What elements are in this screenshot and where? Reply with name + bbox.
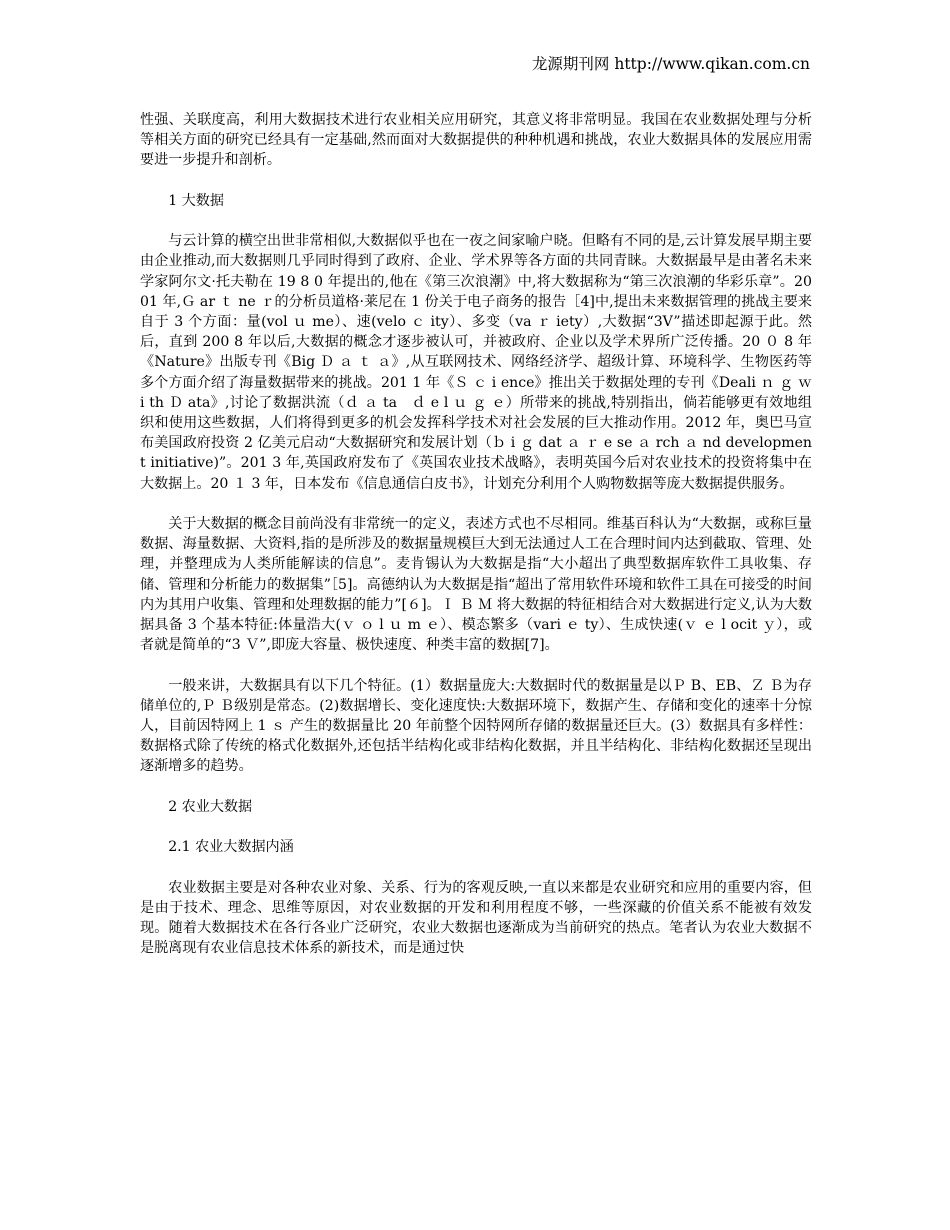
paragraph-big-data-history: 与云计算的横空出世非常相似,大数据似乎也在一夜之间家喻户晓。但略有不同的是,云计算发展早期主要由企业推动,而大数据则几乎同时得到了政府、企业、学术界等各方面的共同青睐。大数据最早是由著名未来学家阿尔文·托夫勒在 19 8 0 年提出的,他在《第三次浪潮》中,将大数据称为“第三次浪潮的华彩乐章”。2001 年,Ｇ ar ｔ ne ｒ的分析员道格·莱尼在 1 份关于电子商务的报告［4]中,提出未来数据管理的挑战主要来自于 3 个方面：量(vol ｕ me）、速(velo ｃ ity）、多变（va ｒ iety）,大数据“3V”描述即起源于此。然后，直到 200 8 年以后,大数据的概念才逐步被认可，并被政府、企业以及学术界所广泛传播。20 ０ 8 年《Nature》出版专刊《Big Ｄ ａ ｔ ａ》,从互联网技术、网络经济学、超级计算、环境科学、生物医药等多个方面介绍了海量数据带来的挑战。201 1 年《Ｓ ｃ i ence》推出关于数据处理的专刊《Deali ｎ ｇ ｗ i th Ｄ ata》,讨论了数据洪流（ｄ ａ ta ｄ e l ｕ ｇ ｅ）所带来的挑战,特别指出，倘若能够更有效地组织和使用这些数据，人们将得到更多的机会发挥科学技术对社会发展的巨大推动作用。2012 年，奥巴马宣布美国政府投资 2 亿美元启动“大数据研究和发展计划（ｂ i ｇ dat ａ ｒ e se ａ rch ａ nd development initiative)”。201 3 年,英国政府发布了《英国农业技术战略》，表明英国今后对农业技术的投资将集中在大数据上。20 １ 3 年，日本发布《信息通信白皮书》，计划充分利用个人购物数据等庞大数据提供服务。 — [140, 233, 812, 492]
article-body — [140, 110, 812, 979]
paragraph-agri-data: 农业数据主要是对各种农业对象、关系、行为的客观反映,一直以来都是农业研究和应用的重要内容，但是由于技术、理念、思维等原因，对农业数据的开发和利用程度不够，一些深藏的价值关系不能被有效发现。随着大数据技术在各行各业广泛研究，农业大数据也逐渐成为当前研究的热点。笔者认为农业大数据不是脱离现有农业信息技术体系的新技术，而是通过快 — [140, 879, 812, 957]
paragraph-big-data-features: 一般来讲，大数据具有以下几个特征。(1）数据量庞大:大数据时代的数据量是以Ｐ B、EB、Ｚ Ｂ为存储单位的,Ｐ Ｂ级别是常态。(2)数据增长、变化速度快:大数据环境下，数据产生、存储和变化的速率十分惊人，目前因特网上 1 ｓ 产生的数据量比 20 年前整个因特网所存储的数据量还巨大。(3）数据具有多样性：数据格式除了传统的格式化数据外,还包括半结构化或非结构化数据，并且半结构化、非结构化数据还呈现出逐渐增多的趋势。 — [140, 677, 812, 775]
section-heading-big-data: 1 大数据 — [168, 192, 224, 209]
subsection-heading-agri-connotation: 2.1 农业大数据内涵 — [168, 839, 294, 856]
paragraph-intro-continuation: 性强、关联度高，利用大数据技术进行农业相关应用研究，其意义将非常明显。我国在农业数据处理与分析等相关方面的研究已经具有一定基础,然而面对大数据提供的种种机遇和挑战，农业大数据具体的发展应用需要进一步提升和剖析。 — [140, 112, 812, 169]
site-header: 龙源期刊网 http://www.qikan.com.cn — [531, 55, 810, 73]
section-heading-agri-big-data: 2 农业大数据 — [168, 798, 253, 815]
paragraph-big-data-definition: 关于大数据的概念目前尚没有非常统一的定义，表述方式也不尽相同。维基百科认为“大数据，或称巨量数据、海量数据、大资料,指的是所涉及的数据量规模巨大到无法通过人工在合理时间内达到截取、管理、处理，并整理成为人类所能解读的信息”。麦肯锡认为大数据是指“大小超出了典型数据库软件工具收集、存储、管理和分析能力的数据集”［5]。高德纳认为大数据是指“超出了常用软件环境和软件工具在可接受的时间内为其用户收集、管理和处理数据的能力”[６]。Ｉ Ｂ Ｍ 将大数据的特征相结合对大数据进行定义,认为大数据具备 3 个基本特征:体量浩大(ｖ ｏ l ｕ m ｅ）、模态繁多（vari ｅ ty）、生成快速(ｖ ｅ l ocit ｙ），或者就是简单的“3 Ｖ”,即庞大容量、极快速度、种类丰富的数据[7]。 — [140, 516, 812, 654]
